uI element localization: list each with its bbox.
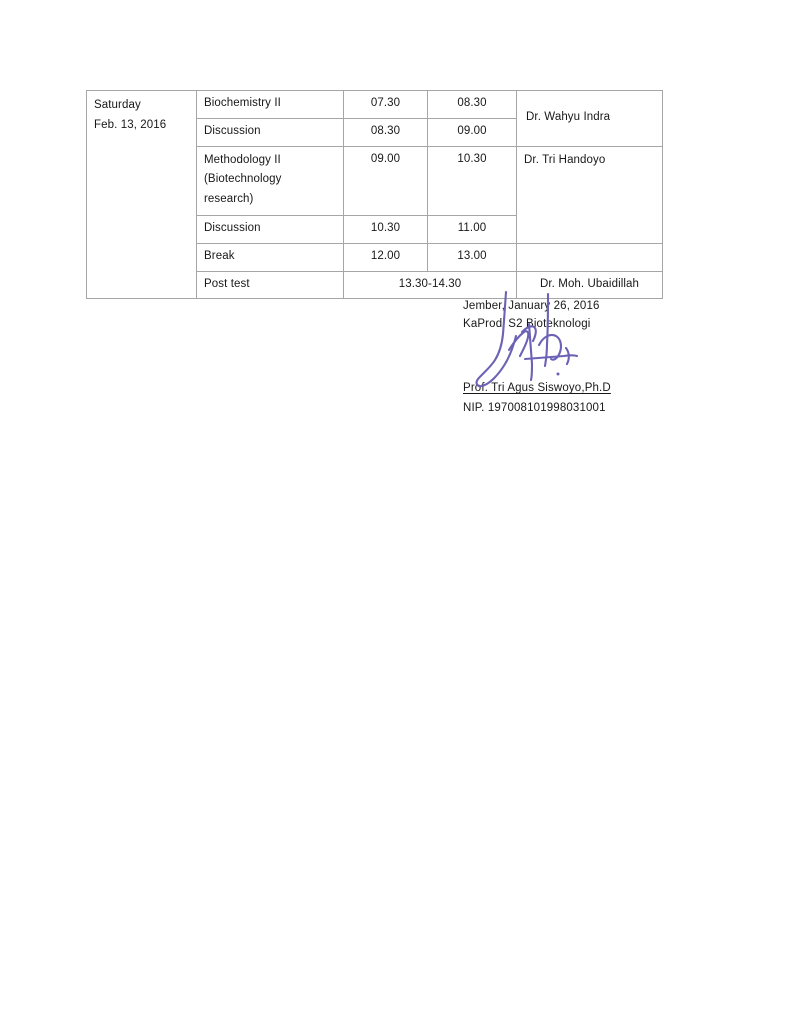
activity-cell: Biochemistry II bbox=[197, 91, 344, 119]
signature-place-date: Jember, January 26, 2016 bbox=[463, 300, 600, 312]
activity-line-2: (Biotechnology bbox=[204, 173, 282, 186]
signature-space bbox=[463, 333, 763, 379]
activity-cell: Discussion bbox=[197, 215, 344, 243]
day-date: Feb. 13, 2016 bbox=[94, 118, 167, 131]
signature-name: Prof. Tri Agus Siswoyo,Ph.D bbox=[463, 382, 611, 395]
start-time-cell: 09.00 bbox=[344, 146, 428, 215]
table-row bbox=[87, 91, 663, 119]
start-time-cell: 08.30 bbox=[344, 118, 428, 146]
signature-position: KaProdi S2 Bioteknologi bbox=[463, 318, 591, 331]
end-time-cell: 13.00 bbox=[428, 243, 517, 271]
activity-cell bbox=[197, 146, 344, 215]
end-time-cell: 09.00 bbox=[428, 118, 517, 146]
day-weekday: Saturday bbox=[94, 99, 141, 111]
end-time-cell: 11.00 bbox=[428, 215, 517, 243]
activity-cell: Break bbox=[197, 243, 344, 271]
signature-block bbox=[463, 297, 763, 418]
end-time-cell: 08.30 bbox=[428, 91, 517, 119]
start-time-cell: 12.00 bbox=[344, 243, 428, 271]
lecturer-cell: Dr. Tri Handoyo bbox=[517, 146, 663, 243]
schedule-table bbox=[86, 90, 663, 299]
activity-line-3: research) bbox=[204, 193, 254, 206]
lecturer-cell: Dr. Moh. Ubaidillah bbox=[517, 271, 663, 299]
activity-cell: Post test bbox=[197, 271, 344, 299]
day-date-cell bbox=[87, 91, 197, 299]
start-time-cell: 10.30 bbox=[344, 215, 428, 243]
start-time-cell: 07.30 bbox=[344, 91, 428, 119]
time-range-cell: 13.30-14.30 bbox=[344, 271, 517, 299]
signature-nip: NIP. 197008101998031001 bbox=[463, 402, 606, 415]
activity-cell: Discussion bbox=[197, 118, 344, 146]
activity-line-1: Methodology II bbox=[204, 153, 281, 166]
lecturer-cell: Dr. Wahyu Indra bbox=[517, 91, 663, 147]
end-time-cell: 10.30 bbox=[428, 146, 517, 215]
lecturer-cell-empty bbox=[517, 243, 663, 271]
